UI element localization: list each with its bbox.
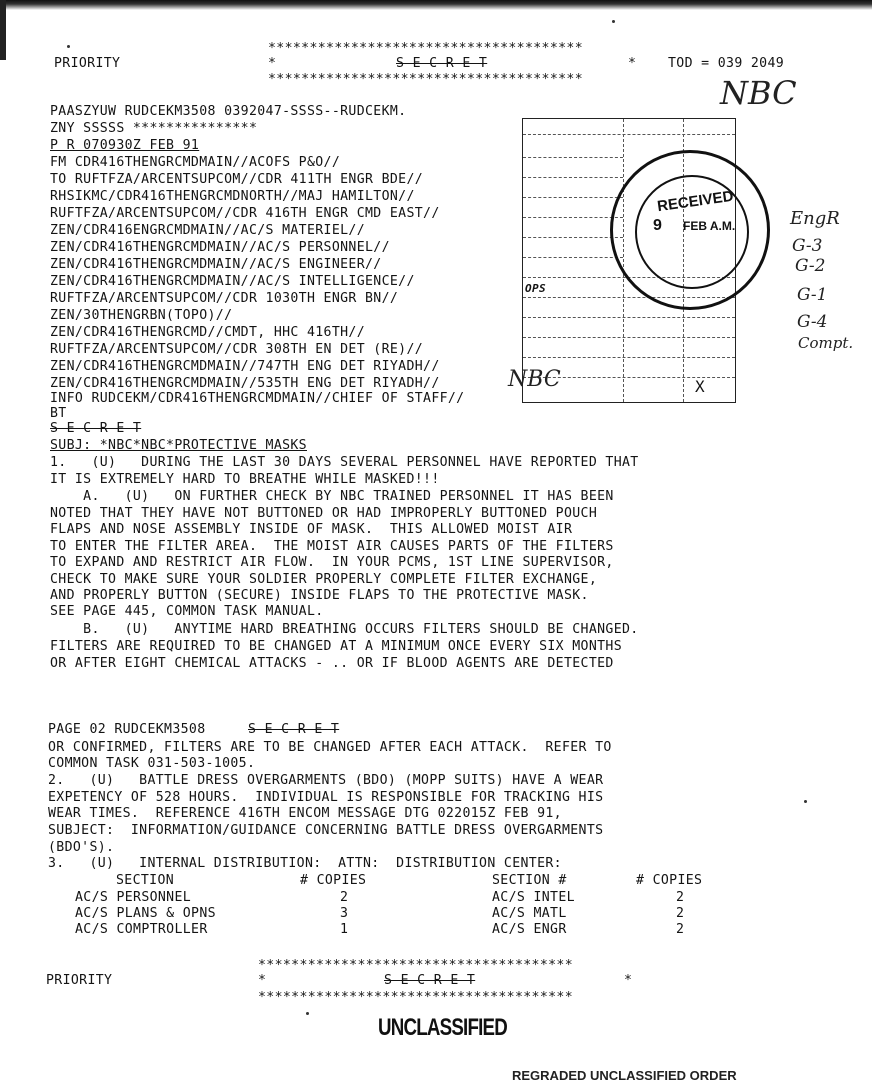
msg-line: RUFTFZA/ARCENTSUPCOM//CDR 308TH EN DET (RE)// <box>50 342 424 357</box>
dist-header-copies: # COPIES <box>300 873 367 888</box>
body-line: B. (U) ANYTIME HARD BREATHING OCCURS FILTERS SHOULD BE CHANGED. <box>50 622 639 637</box>
tod-code: TOD = 039 2049 <box>668 56 785 71</box>
footer-secret-mark: S E C R E T <box>384 973 476 988</box>
body-line: OR AFTER EIGHT CHEMICAL ATTACKS - .. OR IF BLOOD AGENTS ARE DETECTED <box>50 656 614 671</box>
dist-header-section: SECTION <box>116 873 175 888</box>
msg-line: RUFTFZA/ARCENTSUPCOM//CDR 1030TH ENGR BN// <box>50 291 399 306</box>
scan-left-edge <box>0 0 6 60</box>
msg-line: ZEN/CDR416THENGRCMDMAIN//AC/S INTELLIGENCE// <box>50 274 415 289</box>
dist-section: AC/S MATL <box>492 906 567 921</box>
margin-note-g2: G-2 <box>795 256 826 276</box>
msg-line: TO RUFTFZA/ARCENTSUPCOM//CDR 411TH ENGR BDE// <box>50 172 424 187</box>
body-line: FILTERS ARE REQUIRED TO BE CHANGED AT A MINIMUM ONCE EVERY SIX MONTHS <box>50 639 622 654</box>
page2-line: COMMON TASK 031-503-1005. <box>48 756 256 771</box>
msg-line: RUFTFZA/ARCENTSUPCOM//CDR 416TH ENGR CMD EAST// <box>50 206 440 221</box>
header-stars-bottom: ************************************** <box>268 72 584 87</box>
page2-secret-mark: S E C R E T <box>248 722 340 737</box>
scan-top-edge <box>0 0 872 10</box>
footer-stars-bottom: ************************************** <box>258 990 574 1005</box>
msg-line: ZEN/CDR416THENGRCMD//CMDT, HHC 416TH// <box>50 325 366 340</box>
footer-priority: PRIORITY <box>46 973 113 988</box>
header-star-right: * <box>628 56 637 71</box>
received-stamp <box>610 150 770 310</box>
stamp-day: 9 <box>653 217 662 234</box>
msg-line: RHSIKMC/CDR416THENGRCMDNORTH//MAJ HAMILTON// <box>50 189 415 204</box>
msg-line: P R 070930Z FEB 91 <box>50 138 200 153</box>
unclassified-stamp: UNCLASSIFIED <box>378 1014 507 1041</box>
msg-line: PAASZYUW RUDCEKM3508 0392047-SSSS--RUDCEKM. <box>50 104 407 119</box>
msg-line: FM CDR416THENGRCMDMAIN//ACOFS P&O// <box>50 155 341 170</box>
page2-line: OR CONFIRMED, FILTERS ARE TO BE CHANGED AFTER EACH ATTACK. REFER TO <box>48 740 612 755</box>
margin-note-g4: G-4 <box>797 312 828 332</box>
body-line: TO EXPAND AND RESTRICT AIR FLOW. IN YOUR PCMS, 1ST LINE SUPERVISOR, <box>50 555 614 570</box>
margin-note-g3: G-3 <box>792 236 823 256</box>
scan-speck <box>804 800 807 803</box>
footer-star-left: * <box>258 973 267 988</box>
dist-copies: 2 <box>676 906 685 921</box>
header-secret-mark: S E C R E T <box>396 56 488 71</box>
dist-section: AC/S PLANS & OPNS <box>75 906 216 921</box>
body-line: SEE PAGE 445, COMMON TASK MANUAL. <box>50 604 324 619</box>
msg-secret-mark: S E C R E T <box>50 421 142 436</box>
dist-copies: 1 <box>340 922 349 937</box>
nbc-handwritten-top: NBC <box>720 74 797 112</box>
body-line: TO ENTER THE FILTER AREA. THE MOIST AIR CAUSES PARTS OF THE FILTERS <box>50 539 614 554</box>
priority-label: PRIORITY <box>54 56 121 71</box>
stamp-month: FEB A.M. <box>683 219 736 233</box>
msg-line: ZEN/CDR416THENGRCMDMAIN//535TH ENG DET RIYADH// <box>50 376 440 391</box>
page2-line: 3. (U) INTERNAL DISTRIBUTION: ATTN: DISTRIBUTION CENTER: <box>48 856 562 871</box>
msg-line: BT <box>50 406 67 421</box>
body-line: CHECK TO MAKE SURE YOUR SOLDIER PROPERLY COMPLETE FILTER EXCHANGE, <box>50 572 598 587</box>
scan-speck <box>306 1012 309 1015</box>
body-line: IT IS EXTREMELY HARD TO BREATHE WHILE MASKED!!! <box>50 472 440 487</box>
msg-line: ZEN/CDR416THENGRCMDMAIN//AC/S ENGINEER// <box>50 257 382 272</box>
dist-section: AC/S COMPTROLLER <box>75 922 208 937</box>
dist-header-section-2: SECTION # <box>492 873 567 888</box>
subject-line: SUBJ: *NBC*NBC*PROTECTIVE MASKS <box>50 438 307 453</box>
page2-line: EXPETENCY OF 528 HOURS. INDIVIDUAL IS RESPONSIBLE FOR TRACKING HIS <box>48 790 604 805</box>
page2-line: (BDO'S). <box>48 840 115 855</box>
msg-line: INFO RUDCEKM/CDR416THENGRCMDMAIN//CHIEF OF STAFF// <box>50 391 465 406</box>
nbc-handwritten-mid: NBC <box>508 367 561 392</box>
margin-note-g1: G-1 <box>797 285 828 305</box>
scan-speck <box>612 20 615 23</box>
scan-speck <box>67 45 70 48</box>
dist-section: AC/S PERSONNEL <box>75 890 192 905</box>
header-stars-top: ************************************** <box>268 41 584 56</box>
dist-copies: 2 <box>676 922 685 937</box>
regraded-footer: REGRADED UNCLASSIFIED ORDER <box>512 1068 737 1083</box>
page2-header: PAGE 02 RUDCEKM3508 <box>48 722 214 737</box>
msg-line: ZEN/30THENGRBN(TOPO)// <box>50 308 233 323</box>
dist-section: AC/S INTEL <box>492 890 575 905</box>
msg-line: ZEN/CDR416THENGRCMDMAIN//747TH ENG DET RIYADH// <box>50 359 440 374</box>
dist-header-copies-2: # COPIES <box>636 873 703 888</box>
margin-note-engr: EngR <box>790 208 840 229</box>
dist-section: AC/S ENGR <box>492 922 567 937</box>
dist-copies: 2 <box>676 890 685 905</box>
msg-line: ZNY SSSSS *************** <box>50 121 258 136</box>
page2-line: SUBJECT: INFORMATION/GUIDANCE CONCERNING BATTLE DRESS OVERGARMENTS <box>48 823 604 838</box>
dist-copies: 3 <box>340 906 349 921</box>
page2-line: 2. (U) BATTLE DRESS OVERGARMENTS (BDO) (MOPP SUITS) HAVE A WEAR <box>48 773 604 788</box>
routing-x-mark: X <box>695 377 705 396</box>
routing-ops-mark: OPS <box>525 282 546 295</box>
dist-copies: 2 <box>340 890 349 905</box>
stamp-received: RECEIVED <box>656 187 735 216</box>
msg-line: ZEN/CDR416THENGRCMDMAIN//AC/S PERSONNEL// <box>50 240 390 255</box>
footer-stars-top: ************************************** <box>258 958 574 973</box>
footer-star-right: * <box>624 973 633 988</box>
page2-line: WEAR TIMES. REFERENCE 416TH ENCOM MESSAGE DTG 022015Z FEB 91, <box>48 806 562 821</box>
msg-line: ZEN/CDR416ENGRCMDMAIN//AC/S MATERIEL// <box>50 223 366 238</box>
body-line: A. (U) ON FURTHER CHECK BY NBC TRAINED PERSONNEL IT HAS BEEN <box>50 489 614 504</box>
body-line: NOTED THAT THEY HAVE NOT BUTTONED OR HAD IMPROPERLY BUTTONED POUCH <box>50 506 598 521</box>
body-line: FLAPS AND NOSE ASSEMBLY INSIDE OF MASK. THIS ALLOWED MOIST AIR <box>50 522 573 537</box>
body-line: 1. (U) DURING THE LAST 30 DAYS SEVERAL PERSONNEL HAVE REPORTED THAT <box>50 455 639 470</box>
body-line: AND PROPERLY BUTTON (SECURE) INSIDE FLAPS TO THE PROTECTIVE MASK. <box>50 588 589 603</box>
margin-note-compt: Compt. <box>798 334 854 352</box>
header-star-left: * <box>268 56 277 71</box>
